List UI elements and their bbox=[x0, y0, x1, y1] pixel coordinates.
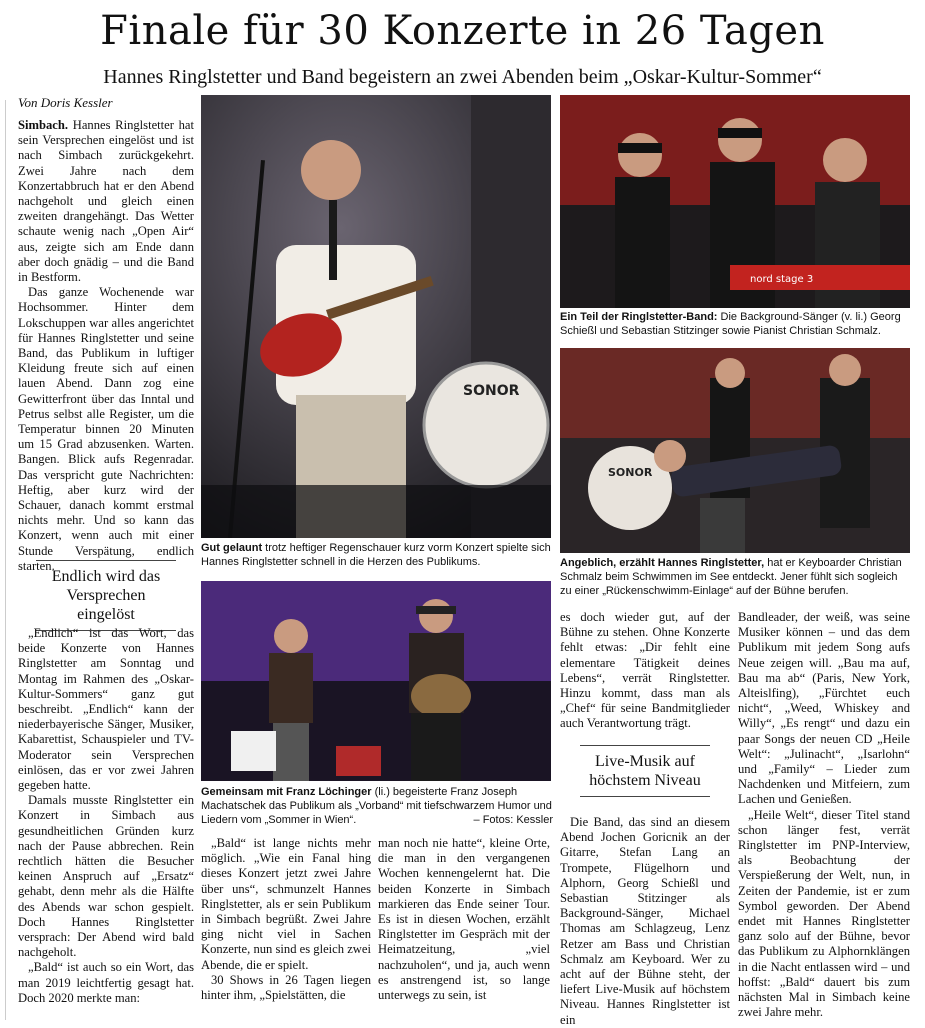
caption-bold: Gemeinsam mit Franz Löchinger bbox=[201, 786, 372, 798]
subheadline: Hannes Ringlstetter und Band begeistern an zwei Abenden beim „Oskar-Kultur-Sommer“ bbox=[103, 66, 822, 88]
photo-credit: – Fotos: Kessler bbox=[473, 814, 553, 826]
column-4-continued bbox=[560, 815, 730, 1028]
column-5 bbox=[738, 610, 910, 1020]
caption-bold: Gut gelaunt bbox=[201, 542, 263, 554]
dateline: Simbach. bbox=[18, 118, 69, 132]
paragraph: „Bald“ ist auch so ein Wort, das man 2019 leichtfertig gesagt hat. Doch 2020 merkte man: bbox=[18, 960, 194, 1005]
column-divider bbox=[5, 100, 6, 1020]
paragraph: es doch wieder gut, auf der Bühne zu stehen. Ohne Konzerte fehlt etwas: „Dir fehlt eine elementare Tätigkeit deines Lebens“, verrät Ringlstetter. Hinzu kommt, dass man als „Chef“ für seine Bandmitglieder auch Verantwortung trägt. bbox=[560, 610, 730, 731]
caption-backstroke-photo bbox=[560, 556, 912, 598]
paragraph bbox=[18, 118, 194, 285]
caption-bold: Ein Teil der Ringlstetter-Band: bbox=[560, 311, 718, 323]
column-1 bbox=[18, 118, 194, 574]
caption-band-photo bbox=[560, 310, 912, 338]
caption-duo-photo bbox=[201, 785, 553, 827]
caption-text: Die Background-Sänger (v. li.) Georg Schießl und Sebastian Stitzinger sowie Pianist Christian Schmalz. bbox=[560, 311, 901, 337]
column-2 bbox=[201, 836, 371, 1003]
paragraph: Das ganze Wochenende war Hochsommer. Hinter dem Lokschuppen war alles angerichtet für Hannes Ringlstetter und seine Band, das Publikum in luftiger Kleidung freute sich auf einen lauen Abend. Dann zog eine Gewitterfront über das Inntal und Petrus selbst alle Register, um die Temperatur binnen 20 Minuten um 15 Grad abzusenken. Warten. Bangen. Blick aufs Regenradar. Das verspricht gute Nachrichten: Heftig, aber kurz wird der Schauer, danach kommt erstmal nichts mehr. Und so kann das Konzert, wenn auch mit einer Stunde Verspätung, endlich starten. bbox=[18, 285, 194, 573]
photo-backstroke bbox=[560, 348, 910, 553]
caption-main-photo bbox=[201, 541, 553, 569]
paragraph: man noch nie hatte“, kleine Orte, die man in den vergangenen Wochen kennengelernt hat. Die beiden Konzerte in Simbach markieren das Ende seiner Tour. Es ist in diesen Wochen, erzählt Ringlstetter im Gespräch mit der Heimatzeitung, „viel nachzuholen“, und ja, auch wenn es anstrengend ist, so lange unterwegs zu sein, ist bbox=[378, 836, 550, 1003]
column-3 bbox=[378, 836, 550, 1003]
column-1-continued bbox=[18, 626, 194, 1006]
paragraph: Damals musste Ringlstetter ein Konzert in Simbach aus gesundheitlichen Gründen kurz nach der Pause abbrechen. Rein rechtlich hätten die Besucher keinen Anspruch auf „Ersatz“ gehabt, denn mehr als die Hälfte des Abends war schon gespielt. Doch Hannes Ringlstetter versprach: Der Abend wird bald nachgeholt. bbox=[18, 793, 194, 960]
caption-text: trotz heftiger Regenschauer kurz vorm Konzert spielte sich Hannes Ringlstetter schnell in die Herzen des Publikums. bbox=[201, 542, 551, 568]
paragraph: „Bald“ ist lange nichts mehr möglich. „Wie ein Fanal hing dieses Konzert jetzt zwei Jahre über uns“, schmunzelt Hannes Ringlstetter, als er sein Publikum in Simbach begrüßt. Zwei Jahre ging nicht viel in Sachen Konzerte, nun sind es gleich zwei Abende, die er spielt. bbox=[201, 836, 371, 972]
headline: Finale für 30 Konzerte in 26 Tagen bbox=[100, 8, 825, 54]
subheading-live-musik: Live-Musik auf höchstem Niveau bbox=[580, 745, 710, 797]
drum-brand-text: SONOR bbox=[463, 383, 520, 399]
subheading-endlich: Endlich wird das Versprechen eingelöst bbox=[36, 560, 176, 631]
photo-backing-singers bbox=[560, 95, 910, 308]
byline: Von Doris Kessler bbox=[18, 95, 113, 110]
caption-bold: Angeblich, erzählt Hannes Ringlstetter, bbox=[560, 557, 765, 569]
paragraph-text: Hannes Ringlstetter hat sein Versprechen eingelöst und ist nach Simbach zurückgekehrt. Zwei Jahre nach dem Konzertabbruch hat er den Abend nachgeholt und gleich einen zweiten drangehängt. Das Wetter schaute wenig nach „Open Air“ aus, zeigte sich am Ende dann aber doch gnädig – und die Band in Bestform. bbox=[18, 118, 195, 285]
photo-singer-guitar bbox=[201, 95, 551, 538]
paragraph: Die Band, das sind an diesem Abend Jochen Goricnik an der Gitarre, Stefan Lang an Trompete, Flügelhorn und Alphorn, Georg Schießl und Sebastian Stitzinger als Background-Sänger, Michael Thomas am Schlagzeug, Lenz Retzer am Bass und Christian Schmalz am Keyboard. Wer zu acht auf der Bühne steht, der liefert Live-Musik auf höchstem Niveau. Hannes Ringlstetter ist ein bbox=[560, 815, 730, 1027]
keyboard-brand-text: nord stage 3 bbox=[750, 274, 814, 285]
paragraph: „Heile Welt“, dieser Titel stand schon länger fest, verrät Ringlstetter im PNP-Interview, als Beobachtung der Verspießerung der Welt, nun, in Zeiten der Pandemie, ist er zum Symbol geworden. Der Abend endet mit Hannes Ringlstetter ganz solo auf der Bühne, bevor das Publikum zu Alphornklängen in die Nacht entlassen wird – und hoffst: „Bald“ dauert bis zum nächsten Mal in Simbach keine zwei Jahre mehr. bbox=[738, 807, 910, 1020]
paragraph: Bandleader, der weiß, was seine Musiker können – und das dem Publikum mit jedem Song aufs Neue zeigen will. „Bau ma auf, Bau ma ab“ (Paris, New York, Alteislfing), „Fürchtet euch nicht“, „Weed, Whiskey and Willy“, „Es rengt“ und dazu ein paar Songs der neuen CD „Heile Welt“: „Julinacht“, „Isarlohn“ und „Family“ – Lieder zum Nachdenken und Mitfeiern, zum Lachen und Genießen. bbox=[738, 610, 910, 807]
caption-text: (li.) begeisterte Franz Joseph Machatschek das Publikum als „Vorband“ mit tiefschwarzem Humor und Liedern vom „Sommer in Wien“. bbox=[201, 786, 552, 826]
paragraph: 30 Shows in 26 Tagen liegen hinter ihm, „Spielstätten, die bbox=[201, 972, 371, 1003]
drum-brand-text: SONOR bbox=[608, 466, 653, 479]
caption-text: hat er Keyboarder Christian Schmalz beim Schwimmen im See entdeckt. Jener fühlt sich sogleich zu einer „Rückenschwimm-Einlage“ auf der Bühne berufen. bbox=[560, 557, 902, 597]
column-4 bbox=[560, 610, 730, 732]
paragraph: „Endlich“ ist das Wort, das beide Konzerte von Hannes Ringlstetter am Sonntag und Montag im Rahmen des „Oskar-Kultur-Sommers“ ganz gut beschreibt. „Endlich“ kann der niederbayerische Sänger, Musiker, Kabarettist, Schauspieler und TV-Moderator sein Versprechen einlösen, das er vor zwei Jahren gegeben hatte. bbox=[18, 626, 194, 793]
photo-duo bbox=[201, 581, 551, 781]
